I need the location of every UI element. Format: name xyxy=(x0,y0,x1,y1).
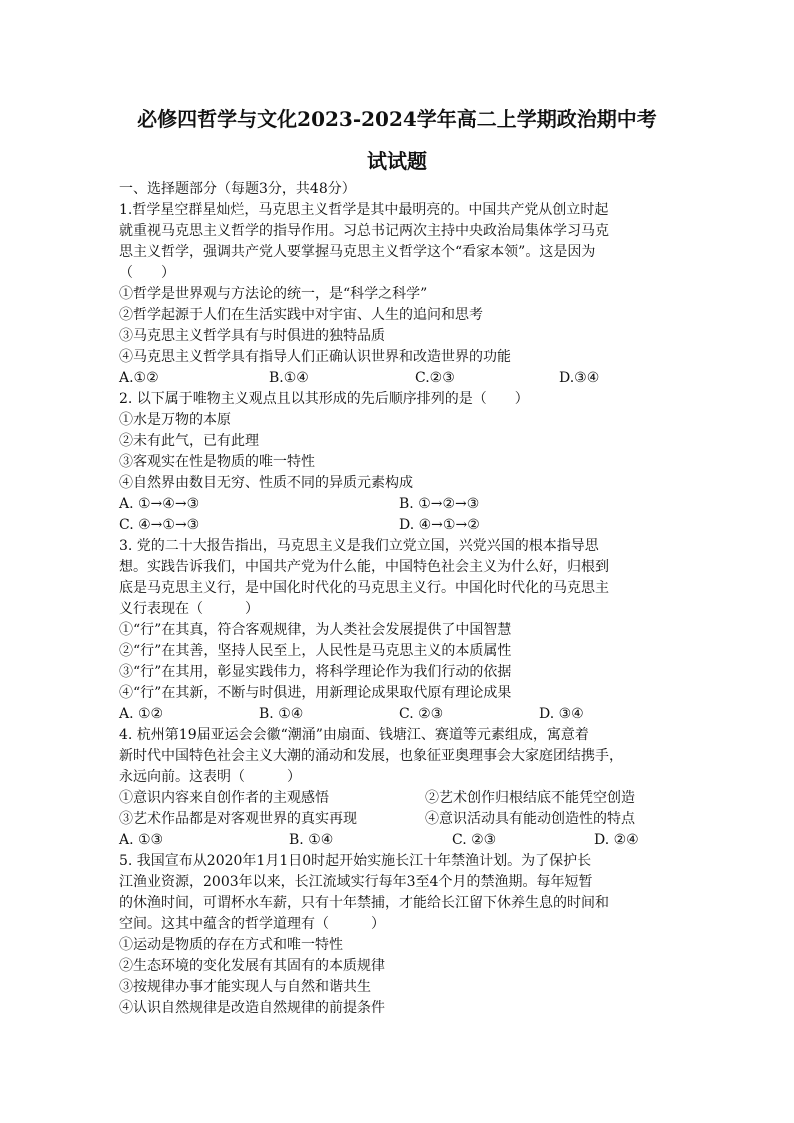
question-stem-line: 义行表现在（ ） xyxy=(119,601,259,617)
question-stem-line: 空间。这其中蕴含的哲学道理有（ ） xyxy=(119,916,385,932)
question-stem-line: 就重视马克思主义哲学的指导作用。习总书记两次主持中央政治局集体学习马克 xyxy=(119,223,609,239)
section-heading: 一、选择题部分（每题3分，共48分） xyxy=(119,181,356,197)
question-item: ②未有此气，已有此理 xyxy=(119,433,259,449)
question-item: ④“行”在其新，不断与时俱进，用新理论成果取代原有理论成果 xyxy=(119,685,512,701)
question-item: ②艺术创作归根结底不能凭空创造 xyxy=(425,790,635,806)
option-c: C. ②③ xyxy=(452,832,497,848)
option-d: D. ③④ xyxy=(539,706,584,722)
option-b: B. ①④ xyxy=(289,832,334,848)
question-stem-line: 永远向前。这表明（ ） xyxy=(119,769,301,785)
question-item: ④马克思主义哲学具有指导人们正确认识世界和改造世界的功能 xyxy=(119,349,511,365)
question-item: ②“行”在其善，坚持人民至上，人民性是马克思主义的本质属性 xyxy=(119,643,512,659)
question-stem-line: 1.哲学星空群星灿烂，马克思主义哲学是其中最明亮的。中国共产党从创立时起 xyxy=(119,202,609,218)
question-item: ①意识内容来自创作者的主观感悟 xyxy=(119,790,329,806)
question-item: ④意识活动具有能动创造性的特点 xyxy=(425,811,635,827)
question-stem-line: 思主义哲学，强调共产党人要掌握马克思主义哲学这个“看家本领”。这是因为 xyxy=(119,244,596,260)
question-stem-line: 新时代中国特色社会主义大潮的涌动和发展，也象征亚奥理事会大家庭团结携手， xyxy=(119,748,623,764)
exam-title-line-2: 试试题 xyxy=(367,149,427,173)
exam-content xyxy=(119,179,685,1019)
option-a: A. ①③ xyxy=(119,832,164,848)
option-b: B. ①→②→③ xyxy=(399,496,480,512)
option-a: A. ①→④→③ xyxy=(119,496,200,512)
question-stem-line: 的休渔时间，可谓杯水车薪，只有十年禁捕，才能给长江留下休养生息的时间和 xyxy=(119,895,609,911)
option-b: B. ①④ xyxy=(259,706,304,722)
option-a: A.①② xyxy=(119,370,159,386)
question-item: ③客观实在性是物质的唯一特性 xyxy=(119,454,315,470)
answer-options xyxy=(119,704,685,725)
question-items-row xyxy=(119,809,685,830)
question-stem-line: 底是马克思主义行，是中国化时代化的马克思主义行。中国化时代化的马克思主 xyxy=(119,580,609,596)
question-stem-line: 江渔业资源，2003年以来，长江流域实行每年3至4个月的禁渔期。每年短暂 xyxy=(119,874,593,890)
option-c: C.②③ xyxy=(415,370,455,386)
option-c: C. ④→①→③ xyxy=(119,517,200,533)
question-item: ④自然界由数目无穷、性质不同的异质元素构成 xyxy=(119,475,413,491)
option-d: D.③④ xyxy=(559,370,600,386)
question-item: ③按规律办事才能实现人与自然和谐共生 xyxy=(119,979,371,995)
question-item: ④认识自然规律是改造自然规律的前提条件 xyxy=(119,1000,385,1016)
question-item: ①水是万物的本原 xyxy=(119,412,231,428)
question-item: ③马克思主义哲学具有与时俱进的独特品质 xyxy=(119,328,385,344)
question-3 xyxy=(119,536,685,725)
question-stem-line: 想。实践告诉我们，中国共产党为什么能，中国特色社会主义为什么好，归根到 xyxy=(119,559,609,575)
question-2 xyxy=(119,389,685,536)
exam-title-line-1: 必修四哲学与文化2023-2024学年高二上学期政治期中考 xyxy=(137,107,657,131)
question-item: ①“行”在其真，符合客观规律，为人类社会发展提供了中国智慧 xyxy=(119,622,512,638)
question-item: ②哲学起源于人们在生活实践中对宇宙、人生的追问和思考 xyxy=(119,307,483,323)
question-item: ②生态环境的变化发展有其固有的本质规律 xyxy=(119,958,385,974)
answer-options xyxy=(119,494,685,515)
question-item: ①运动是物质的存在方式和唯一特性 xyxy=(119,937,343,953)
answer-options xyxy=(119,368,685,389)
question-stem-line: 4. 杭州第19届亚运会会徽“潮涌”由扇面、钱塘江、赛道等元素组成，寓意着 xyxy=(119,727,589,743)
question-stem-line: 3. 党的二十大报告指出，马克思主义是我们立党立国，兴党兴国的根本指导思 xyxy=(119,538,599,554)
question-1 xyxy=(119,200,685,389)
question-stem-line: 2. 以下属于唯物主义观点且以其形成的先后顺序排列的是（ ） xyxy=(119,391,529,407)
question-item: ①哲学是世界观与方法论的统一，是“科学之科学” xyxy=(119,286,428,302)
question-item: ③“行”在其用，彰显实践伟力，将科学理论作为我们行动的依据 xyxy=(119,664,512,680)
question-5 xyxy=(119,851,685,1019)
question-stem-line: 5. 我国宣布从2020年1月1日0时起开始实施长江十年禁渔计划。为了保护长 xyxy=(119,853,592,869)
question-item: ③艺术作品都是对客观世界的真实再现 xyxy=(119,811,357,827)
question-4 xyxy=(119,725,685,851)
option-d: D. ④→①→② xyxy=(399,517,480,533)
option-d: D. ②④ xyxy=(594,832,639,848)
option-b: B.①④ xyxy=(269,370,309,386)
answer-options xyxy=(119,515,685,536)
question-items-row xyxy=(119,788,685,809)
answer-options xyxy=(119,830,685,851)
option-c: C. ②③ xyxy=(399,706,444,722)
question-stem-line: （ ） xyxy=(119,265,175,281)
option-a: A. ①② xyxy=(119,706,164,722)
